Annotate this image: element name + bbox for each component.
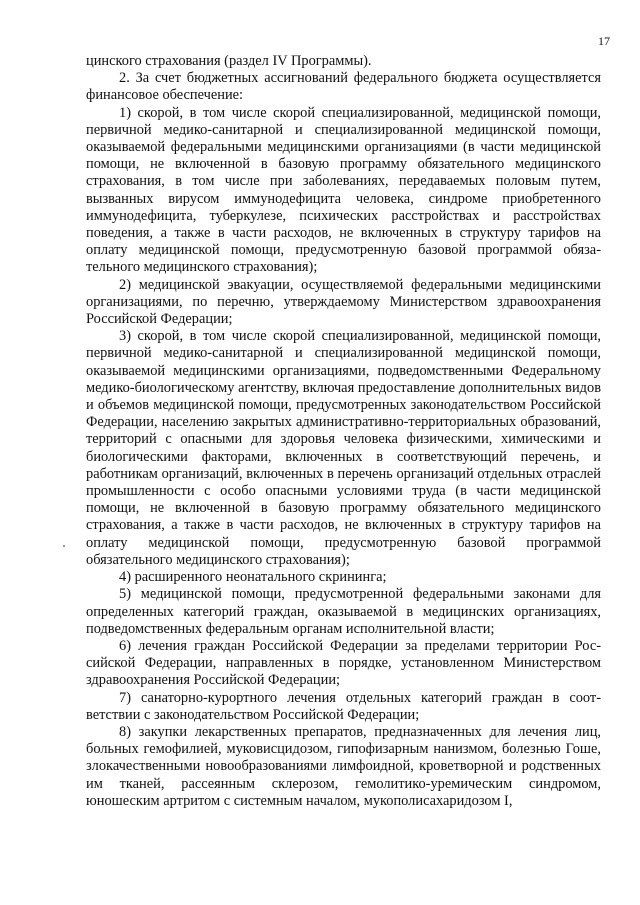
page-number: 17 xyxy=(598,34,610,48)
paragraph-item-3: 3) скорой, в том числе скорой специализированной, медицинской помощи, первичной медико-санитарной и специализированной медицинской помощи, оказываемой медицинскими организациями, подведомственными Федеральному медико-биологическому агентству, включая предоставление дополнительных видов и объемов медицинской помощи, предусмотренных законодательством Российской Федерации, населению закрытых административно-территориальных образований, территорий с опасными для здоровья человека физическими, химическими и биологическими факторами, включенных в соответствующий перечень, и работникам организаций, включенных в перечень организаций отдельных отраслей промышленности с особо опасными условиями труда (в части медицинской помощи, не включенной в базовую программу обязательного медицинского страхования, а также в части расходов, не включенных в структуру тарифов на оплату медицинской помощи, предусмотренную базовой программой обязательного медицинского страхования); xyxy=(86,328,601,568)
margin-mark xyxy=(63,545,65,547)
paragraph-item-2: 2) медицинской эвакуации, осуществляемой федеральными медицинскими организациями, по перечню, утверждаемому Министерством здравоохранения Российской Федерации; xyxy=(86,276,601,328)
document-body xyxy=(86,53,601,810)
paragraph-item-7: 7) санаторно-курортного лечения отдельных категорий граждан в соответствии с законодательством Российской Федерации; xyxy=(86,689,601,723)
paragraph-item-8: 8) закупки лекарственных препаратов, предназначенных для лечения лиц, больных гемофилией, муковисцидозом, гипофизарным нанизмом, болезнью Гоше, злокачественными новообразованиями лимфоидной, кроветворной и родственных им тканей, рассеянным склерозом, гемолитико-уремическим синдромом, юношеским артритом с системным началом, мукополисахаридозом I, xyxy=(86,723,601,809)
paragraph-item-5: 5) медицинской помощи, предусмотренной федеральными законами для определенных категорий граждан, оказываемой в медицинских организациях, подведомственных федеральным органам исполнительной власти; xyxy=(86,586,601,637)
paragraph-item-4: 4) расширенного неонатального скрининга; xyxy=(119,569,387,586)
paragraph-continuation: цинского страхования (раздел IV Программы). xyxy=(86,53,372,69)
paragraph-section-2-intro: 2. За счет бюджетных ассигнований федерального бюджета осуществляется финансовое обеспечение: xyxy=(86,70,601,104)
paragraph-item-1: 1) скорой, в том числе скорой специализированной, медицинской помощи, первичной медико-санитарной и специализированной медицинской помощи, оказываемой федеральными медицинскими организациями (в части медицинской помощи, не включенной в базовую программу обязательного медицинского страхования, в том числе при заболеваниях, передаваемых половым путем, вызванных вирусом иммунодефицита человека, синдроме приобретенного иммунодефицита, туберкулезе, психических расстройствах и расстройствах поведения, а также в части расходов, не включенных в структуру тарифов на оплату медицинской помощи, предусмотренную базовой программой обязательного медицинского страхования); xyxy=(86,104,601,276)
paragraph-item-6: 6) лечения граждан Российской Федерации за пределами территории Российской Федерации, направленных в порядке, установленном Министерством здравоохранения Российской Федерации; xyxy=(86,637,601,689)
